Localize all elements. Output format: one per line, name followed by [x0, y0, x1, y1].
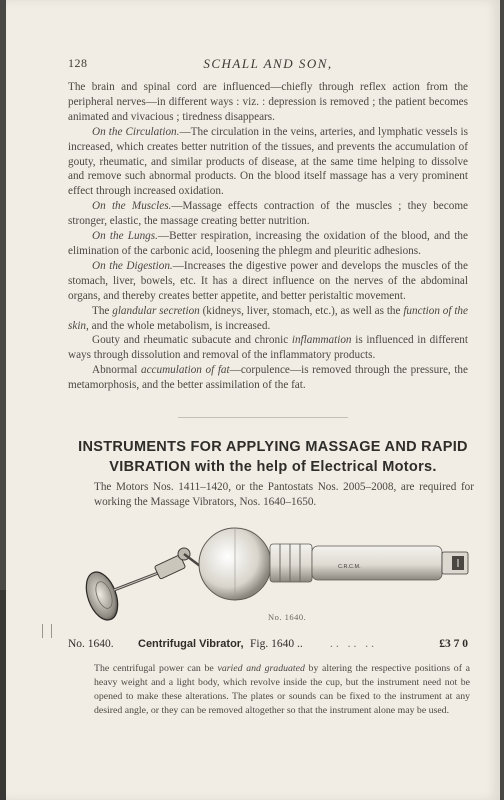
paragraph-inflammation: [68, 333, 468, 363]
emphasis: function of the skin,: [68, 304, 468, 332]
section-divider: [178, 417, 348, 418]
subhead-muscles: On the Muscles.: [92, 200, 172, 213]
item-number: No. 1640.: [68, 638, 114, 650]
paragraph-glandular: [68, 304, 468, 334]
collar-rings: [270, 544, 312, 582]
body-text: [68, 80, 468, 393]
item-price: £3 7 0: [439, 638, 468, 650]
subhead-lungs: On the Lungs.: [92, 230, 158, 243]
adjustable-arm: [114, 548, 200, 590]
paragraph-text: —corpulence—is removed through the pressure, the metamorphosis, and the better assimilation of the fat.: [68, 364, 468, 392]
paragraph-fat: [68, 363, 468, 393]
emphasis: glandular secretion: [112, 304, 200, 317]
item-title: Centrifugal Vibrator,: [138, 638, 244, 650]
paragraph-nervous-system: The brain and spinal cord are influenced—chiefly through reflex action from the peripheral nerves—in different ways : viz. : depression is removed ; the patient becomes animated and vivacious ; tiredness disappears.: [68, 81, 468, 123]
emphasis: accumulation of fat: [140, 364, 230, 377]
running-title: SCHALL AND SON,: [203, 56, 333, 71]
vibrator-illustration: [80, 526, 480, 626]
paragraph-muscles: [68, 199, 468, 229]
paragraph-text: —The circulation in the veins, arteries, and lymphatic vessels is increased, which creates better nutrition of the tissues, and prevents the accumulation of gouty, rheumatic, and similar products of disease, at the same time helping to dissolve and remove such abnormal products. On the blood itself massage has a very prominent effect through increased oxidation.: [68, 125, 469, 198]
paragraph-text: and the whole metabolism, is increased.: [88, 319, 271, 332]
paragraph-text: is influenced in different ways through dissolution and removal of the inflammatory products.: [68, 334, 468, 362]
page-header: [68, 56, 468, 76]
figure-reference: Fig. 1640 ..: [250, 638, 303, 650]
section-intro: The Motors Nos. 1411–1420, or the Pantostats Nos. 2005–2008, are required for working the Massage Vibrators, Nos. 1640–1650.: [94, 481, 474, 508]
binding-mark: [42, 624, 52, 638]
paragraph-text: —Increases the digestive power and develops the muscles of the stomach, liver, bowels, etc. It has a direct influence on the nerves of the abdominal organs, and thereby creates better appetite, and better peristaltic movement.: [68, 259, 468, 302]
description-paragraph: [94, 662, 470, 718]
emphasis: varied and graduated: [217, 663, 305, 674]
leader-dots: .. .. ..: [330, 638, 377, 650]
section-heading-line1: INSTRUMENTS FOR APPLYING MASSAGE AND RAPID: [78, 439, 468, 455]
paragraph-text: by altering the respective positions of a heavy weight and a light body, which revolve inside the cup, but the instrument need not be opened to make these alterations. The plates or sounds can be fixed to the instrument at any desired angle, or they can be removed altogether so that the instrument alone may be used.: [94, 663, 471, 716]
page-number: 128: [68, 56, 88, 70]
section-heading-line2: VIBRATION with the help of Electrical Motors.: [109, 459, 437, 475]
paragraph-text: The centrifugal power can be: [94, 663, 218, 674]
emphasis: inflammation: [291, 334, 352, 347]
paragraph-text: Gouty and rheumatic subacute and chronic: [92, 334, 292, 347]
paragraph-text: —Better respiration, increasing the oxidation of the blood, and the elimination of the carbonic acid, loosening the phlegm and pleuritic adhesions.: [68, 230, 468, 257]
handle-marking: C.R.C.M.: [338, 564, 361, 570]
paragraph-text: Abnormal: [92, 364, 141, 377]
book-page: [6, 0, 500, 800]
figure-caption: No. 1640.: [268, 612, 307, 622]
paragraph-lungs: [68, 229, 468, 259]
item-description: [94, 662, 470, 718]
subhead-digestion: On the Digestion.: [92, 259, 173, 272]
paragraph-text: (kidneys, liver, stomach, etc.), as well as the: [199, 304, 404, 317]
disc-attachment: [80, 568, 123, 625]
handle: [312, 546, 468, 580]
subhead-circulation: On the Circulation.: [92, 125, 180, 138]
section-heading: [68, 437, 478, 477]
paragraph-circulation: [68, 125, 468, 200]
catalogue-entry: [68, 638, 478, 656]
paragraph-text: —Massage effects contraction of the muscles ; they become stronger, elastic, the massage creating better nutrition.: [68, 200, 468, 228]
paragraph-text: The: [92, 304, 113, 317]
paragraph-digestion: [68, 259, 468, 304]
